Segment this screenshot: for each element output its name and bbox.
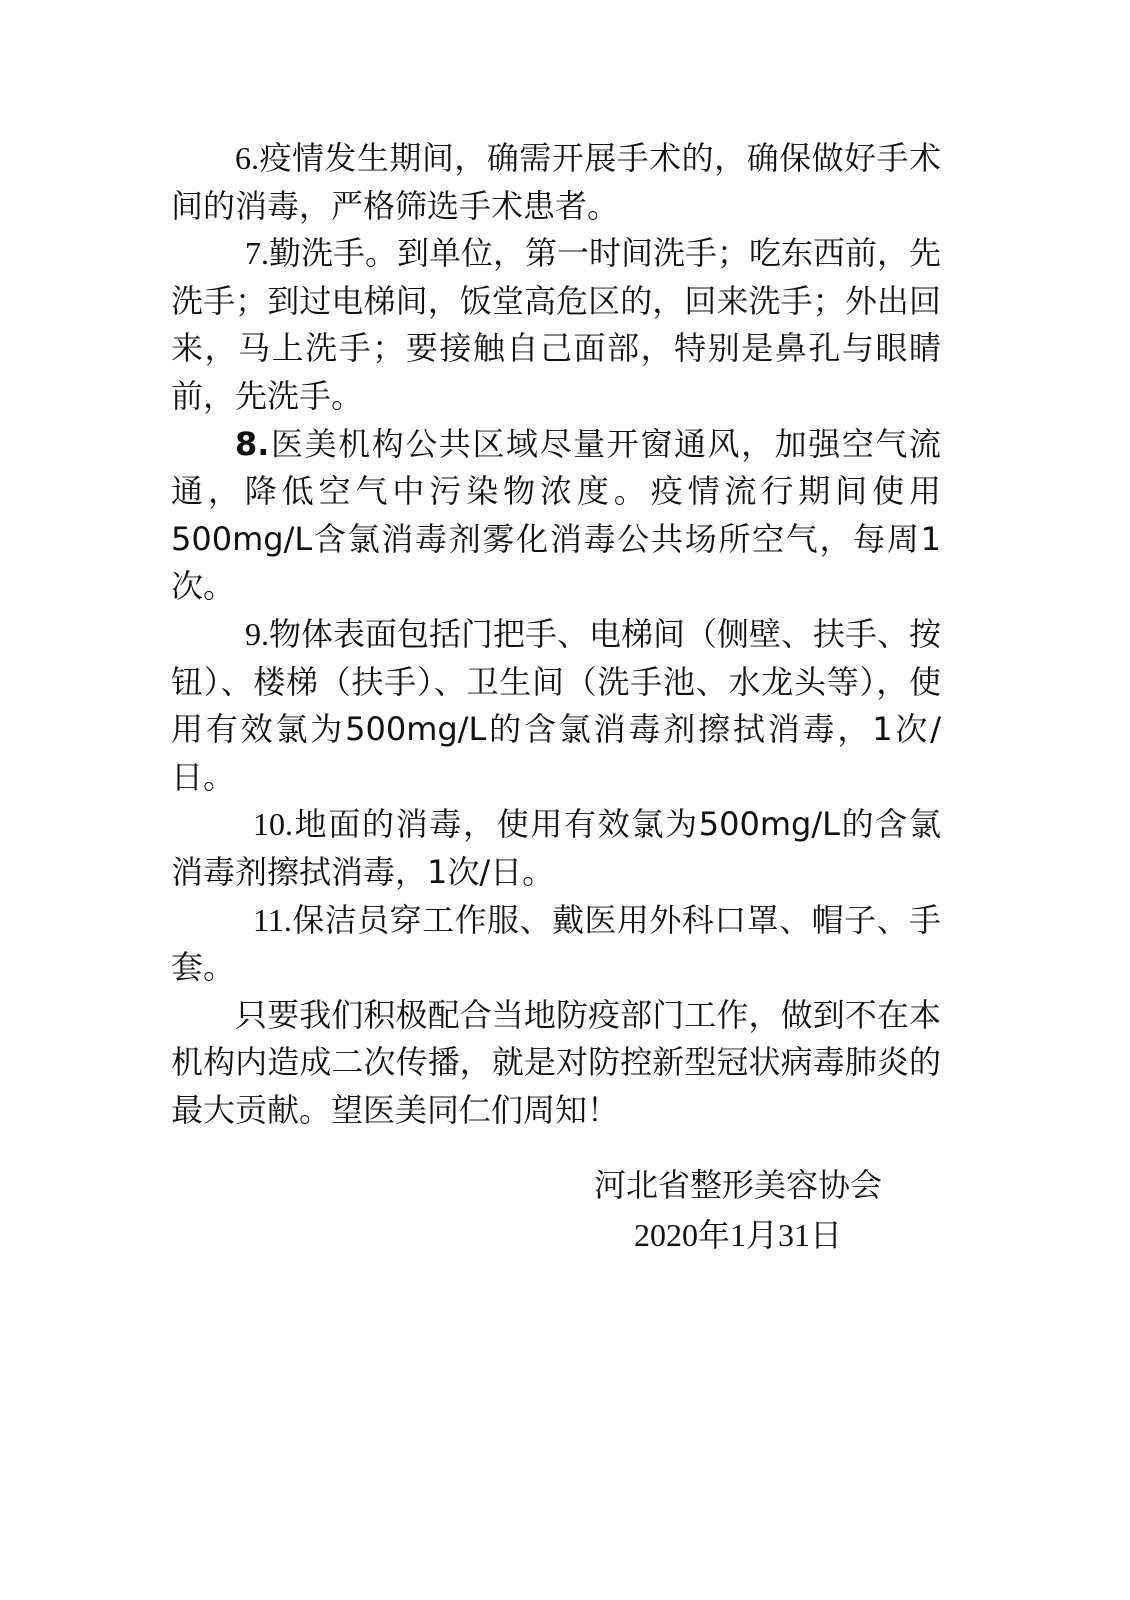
paragraph-item-10 (171, 801, 941, 896)
item-number: 10. (253, 806, 293, 843)
signature-block (586, 1160, 890, 1260)
signature-date: 2020年1月31日 (633, 1217, 842, 1253)
closing-paragraph (171, 992, 941, 1135)
item-text: 勤洗手。到单位，第一时间洗手；吃东西前，先洗手；到过电梯间，饭堂高危区的，回来洗手；外出回来，马上洗手；要接触自己面部，特别是鼻孔与眼睛前，先洗手。 (171, 234, 942, 415)
paragraph-item-9 (171, 611, 941, 801)
paragraph-item-7 (171, 230, 941, 420)
item-number: 8. (235, 424, 270, 463)
item-number: 6. (235, 140, 259, 176)
paragraph-item-8 (171, 421, 941, 611)
item-number: 9. (245, 615, 269, 652)
item-text: 地面的消毒，使用有效氯为500mg/L的含氯消毒剂擦拭消毒，1次/日。 (171, 805, 941, 891)
signature-organization: 河北省整形美容协会 (593, 1166, 882, 1204)
item-number: 11. (253, 901, 292, 938)
item-text: 疫情发生期间，确需开展手术的，确保做好手术间的消毒，严格筛选手术患者。 (171, 139, 941, 225)
item-text: 物体表面包括门把手、电梯间（侧壁、扶手、按钮）、楼梯（扶手）、卫生间（洗手池、水龙头等），使用有效氯为500mg/L的含氯消毒剂擦拭消毒，1次/日。 (171, 614, 942, 796)
document-body (171, 135, 941, 1134)
item-text: 保洁员穿工作服、戴医用外科口罩、帽子、手套。 (171, 900, 941, 987)
item-number: 7. (245, 235, 269, 272)
closing-text: 只要我们积极配合当地防疫部门工作，做到不在本机构内造成二次传播，就是对防控新型冠状病毒肺炎的最大贡献。望医美同仁们周知！ (171, 995, 941, 1129)
item-text: 医美机构公共区域尽量开窗通风，加强空气流通，降低空气中污染物浓度。疫情流行期间使用500mg/L含氯消毒剂雾化消毒公共场所空气，每周1次。 (171, 424, 941, 606)
paragraph-item-11 (171, 897, 941, 992)
paragraph-item-6 (171, 135, 941, 230)
